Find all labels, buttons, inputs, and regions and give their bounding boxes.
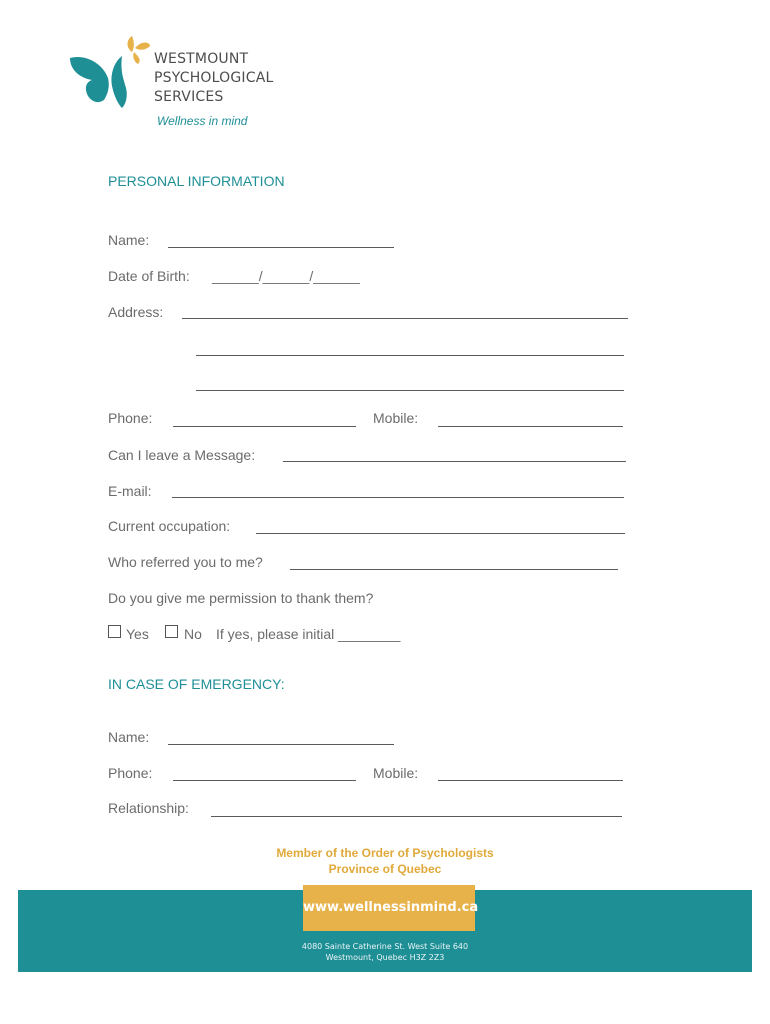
- address-field-2[interactable]: [196, 355, 624, 356]
- emergency-name-field[interactable]: [168, 744, 394, 745]
- emergency-phone-label: Phone:: [108, 765, 153, 781]
- message-label: Can I leave a Message:: [108, 447, 256, 463]
- email-field[interactable]: [172, 497, 624, 498]
- relationship-field[interactable]: [211, 816, 622, 817]
- occupation-field[interactable]: [256, 533, 625, 534]
- logo-line-3: SERVICES: [154, 89, 224, 105]
- emergency-heading: IN CASE OF EMERGENCY:: [108, 676, 285, 692]
- occupation-label: Current occupation:: [108, 518, 231, 534]
- address-label: Address:: [108, 304, 164, 320]
- name-label: Name:: [108, 232, 150, 248]
- referred-field[interactable]: [290, 569, 618, 570]
- message-field[interactable]: [283, 461, 626, 462]
- logo-tagline: Wellness in mind: [157, 114, 248, 128]
- dob-label: Date of Birth:: [108, 268, 190, 284]
- mobile-label: Mobile:: [373, 410, 419, 426]
- yes-checkbox[interactable]: [108, 625, 121, 638]
- personal-heading: PERSONAL INFORMATION: [108, 173, 285, 189]
- initial-field[interactable]: If yes, please initial ________: [216, 626, 401, 642]
- relationship-label: Relationship:: [108, 800, 189, 816]
- logo-line-2: PSYCHOLOGICAL: [154, 70, 274, 86]
- permission-question: Do you give me permission to thank them?: [108, 590, 374, 606]
- yes-label: Yes: [126, 626, 149, 642]
- logo-line-1: WESTMOUNT: [154, 51, 249, 67]
- phone-label: Phone:: [108, 410, 153, 426]
- address-line-1: 4080 Sainte Catherine St. West Suite 640: [301, 942, 469, 951]
- member-line-1: Member of the Order of Psychologists: [276, 846, 494, 860]
- emergency-mobile-label: Mobile:: [373, 765, 419, 781]
- emergency-mobile-field[interactable]: [438, 780, 623, 781]
- address-line-2: Westmount, Quebec H3Z 2Z3: [325, 953, 445, 962]
- email-label: E-mail:: [108, 483, 152, 499]
- phone-field[interactable]: [173, 426, 356, 427]
- emergency-name-label: Name:: [108, 729, 150, 745]
- no-label: No: [184, 626, 202, 642]
- address-field-3[interactable]: [196, 390, 624, 391]
- website-link[interactable]: www.wellnessinmind.ca: [303, 885, 475, 931]
- mobile-field[interactable]: [438, 426, 623, 427]
- referred-label: Who referred you to me?: [108, 554, 263, 570]
- emergency-phone-field[interactable]: [173, 780, 356, 781]
- butterfly-logo-icon: [62, 34, 158, 110]
- member-line-2: Province of Quebec: [328, 862, 442, 876]
- name-field[interactable]: [168, 247, 394, 248]
- address-field-1[interactable]: [182, 318, 628, 319]
- dob-field[interactable]: ______/______/______: [212, 268, 360, 284]
- no-checkbox[interactable]: [165, 625, 178, 638]
